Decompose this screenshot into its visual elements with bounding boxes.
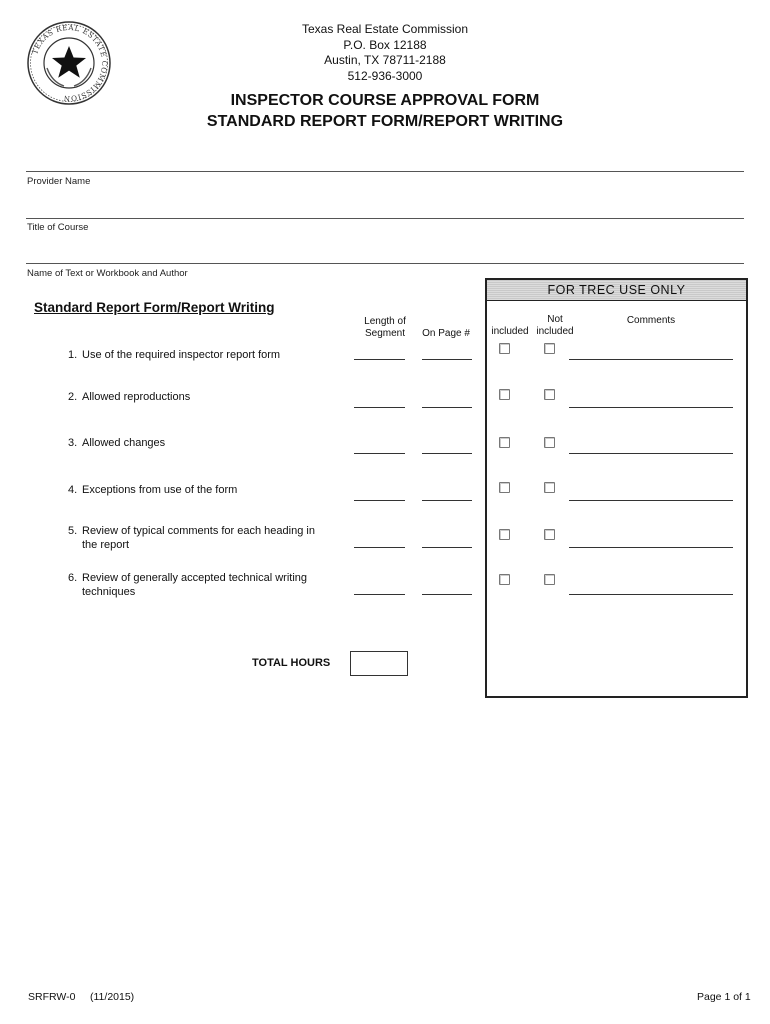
list-item <box>68 391 338 405</box>
length-of-segment-field[interactable] <box>354 407 405 408</box>
included-checkbox[interactable] <box>499 574 510 585</box>
list-item <box>68 349 338 363</box>
included-header: included <box>491 326 529 337</box>
item-number: 4. <box>68 484 78 496</box>
item-text-continued: techniques <box>82 585 136 598</box>
length-of-segment-field[interactable] <box>354 594 405 595</box>
not-included-checkbox[interactable] <box>544 343 555 354</box>
included-checkbox[interactable] <box>499 343 510 354</box>
agency-address-block <box>250 22 520 84</box>
item-text: Review of typical comments for each heading in <box>82 525 315 537</box>
provider-name-field[interactable] <box>26 171 744 172</box>
text-author-field[interactable] <box>26 263 744 264</box>
on-page-header: On Page # <box>422 328 470 339</box>
on-page-field[interactable] <box>422 359 472 360</box>
provider-name-label: Provider Name <box>27 176 91 187</box>
item-text: Review of generally accepted technical writing <box>82 572 308 584</box>
length-of-segment-field[interactable] <box>354 547 405 548</box>
segment-label: Segment <box>364 328 406 339</box>
agency-name: Texas Real Estate Commission <box>301 22 469 36</box>
length-of-segment-field[interactable] <box>354 453 405 454</box>
trec-use-only-panel <box>485 278 748 698</box>
item-line <box>68 391 338 405</box>
trec-seal-logo <box>26 20 112 106</box>
page-number: Page 1 of 1 <box>697 991 751 1003</box>
on-page-field[interactable] <box>422 500 472 501</box>
form-subtitle: STANDARD REPORT FORM/REPORT WRITING <box>206 113 564 130</box>
form-revision-date: (11/2015) <box>90 991 135 1003</box>
item-number: 5. <box>68 525 78 537</box>
not-included-checkbox[interactable] <box>544 437 555 448</box>
not-included-checkbox[interactable] <box>544 529 555 540</box>
list-item <box>68 437 338 451</box>
not-included-header-top: Not <box>547 314 563 325</box>
form-title: INSPECTOR COURSE APPROVAL FORM <box>230 92 540 109</box>
item-number: 3. <box>68 437 78 449</box>
comments-field[interactable] <box>569 500 733 501</box>
included-checkbox[interactable] <box>499 482 510 493</box>
included-checkbox[interactable] <box>499 389 510 400</box>
item-text-continued: the report <box>82 538 130 551</box>
comments-field[interactable] <box>569 547 733 548</box>
not-included-checkbox[interactable] <box>544 389 555 400</box>
course-title-label: Title of Course <box>27 222 89 233</box>
not-included-checkbox[interactable] <box>544 482 555 493</box>
item-text: Use of the required inspector report form <box>82 349 281 361</box>
included-checkbox[interactable] <box>499 529 510 540</box>
item-line <box>68 525 338 539</box>
item-text: Exceptions from use of the form <box>82 484 238 496</box>
comments-field[interactable] <box>569 407 733 408</box>
length-of-segment-header <box>356 316 414 340</box>
comments-field[interactable] <box>569 359 733 360</box>
item-number: 6. <box>68 572 78 584</box>
agency-city: Austin, TX 78711-2188 <box>324 53 446 67</box>
agency-phone: 512-936-3000 <box>347 68 423 83</box>
length-of-segment-field[interactable] <box>354 500 405 501</box>
on-page-field[interactable] <box>422 547 472 548</box>
item-text: Allowed reproductions <box>82 391 191 403</box>
item-line <box>68 437 338 451</box>
not-included-checkbox[interactable] <box>544 574 555 585</box>
course-title-field[interactable] <box>26 218 744 219</box>
comments-field[interactable] <box>569 453 733 454</box>
length-of-segment-field[interactable] <box>354 359 405 360</box>
item-number: 2. <box>68 391 78 403</box>
included-checkbox[interactable] <box>499 437 510 448</box>
item-line <box>68 484 338 498</box>
total-hours-label: TOTAL HOURS <box>252 657 331 669</box>
item-line <box>68 572 338 586</box>
item-number: 1. <box>68 349 78 361</box>
on-page-field[interactable] <box>422 594 472 595</box>
trec-use-only-heading: FOR TREC USE ONLY <box>487 280 746 301</box>
total-hours-input[interactable] <box>350 651 408 676</box>
form-id: SRFRW-0 <box>28 991 76 1003</box>
list-item <box>68 525 338 552</box>
not-included-header-bottom: included <box>536 326 574 337</box>
svg-text:TEXAS REAL ESTATE COMMISSION: TEXAS REAL ESTATE COMMISSION <box>30 22 110 104</box>
comments-field[interactable] <box>569 594 733 595</box>
item-line <box>68 349 338 363</box>
length-of-label: Length of <box>364 316 406 327</box>
text-author-label: Name of Text or Workbook and Author <box>27 268 188 279</box>
section-title: Standard Report Form/Report Writing <box>34 300 275 315</box>
agency-po-box: P.O. Box 12188 <box>343 37 427 52</box>
list-item <box>68 484 338 498</box>
list-item <box>68 572 338 599</box>
item-text: Allowed changes <box>82 437 166 449</box>
on-page-field[interactable] <box>422 453 472 454</box>
comments-header: Comments <box>626 315 676 326</box>
on-page-field[interactable] <box>422 407 472 408</box>
